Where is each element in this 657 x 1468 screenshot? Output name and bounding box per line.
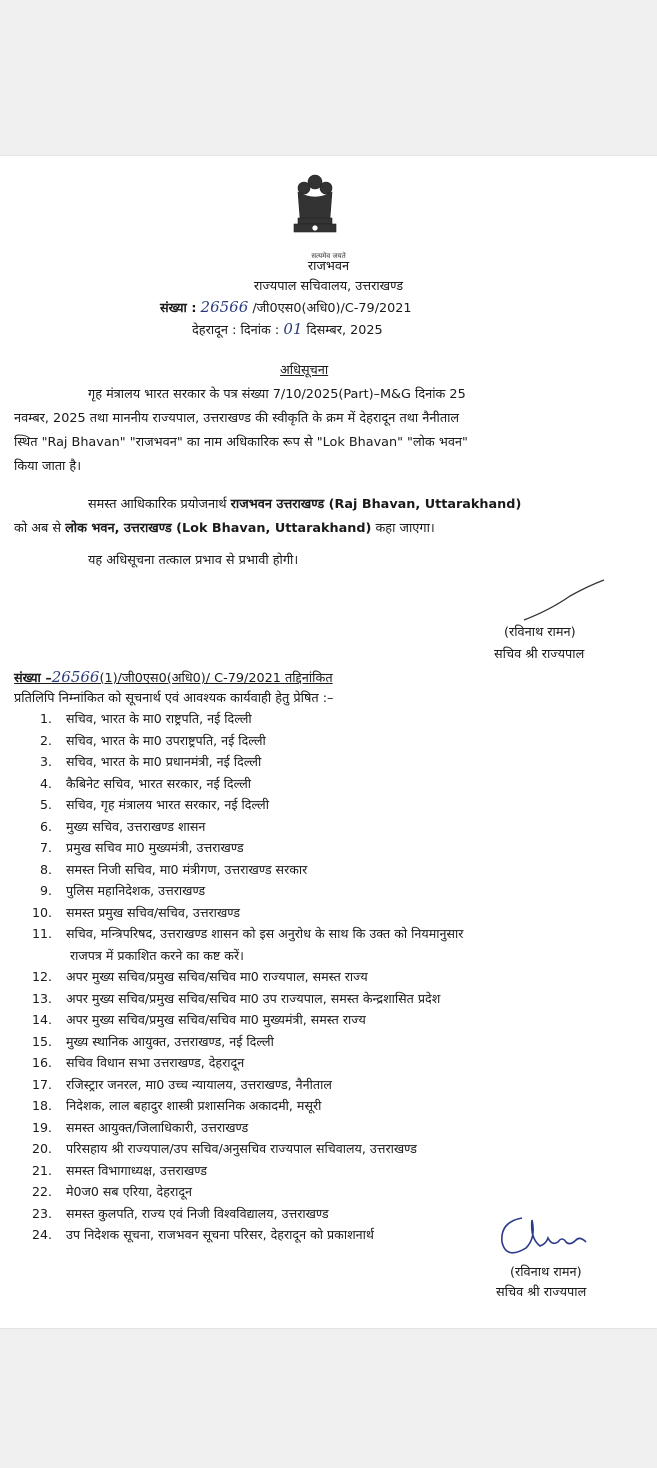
list-item-continuation: राजपत्र में प्रकाशित करने का कष्ट करें।	[70, 947, 244, 963]
list-item	[14, 1011, 366, 1028]
list-item	[14, 818, 205, 835]
list-item-number: 22.	[31, 1184, 52, 1199]
list-item	[14, 861, 307, 878]
list-item-text: अपर मुख्य सचिव/प्रमुख सचिव/सचिव मा0 राज्यपाल, समस्त राज्य	[66, 969, 368, 984]
place: देहरादून	[192, 323, 229, 338]
list-item-number: 3.	[39, 754, 52, 769]
emblem-motto: सत्यमेव जयते	[311, 252, 346, 260]
notification-title: अधिसूचना	[280, 363, 329, 378]
list-item	[14, 968, 368, 985]
list-item	[14, 1033, 274, 1050]
list-item-text: सचिव, मन्त्रिपरिषद, उत्तराखण्ड शासन को इस अनुरोध के साथ कि उक्त को नियमानुसार	[66, 926, 464, 941]
para1-line1: गृह मंत्रालय भारत सरकार के पत्र संख्या 7/10/2025(Part)–M&G दिनांक 25	[88, 387, 466, 402]
office-name: राजभवन	[307, 259, 350, 274]
list-item-text: मुख्य स्थानिक आयुक्त, उत्तराखण्ड, नई दिल्ली	[66, 1033, 274, 1049]
para2-b: राजभवन उत्तराखण्ड (Raj Bhavan, Uttarakhand)	[230, 497, 522, 512]
list-item-number: 4.	[39, 775, 52, 791]
signature1-designation: सचिव श्री राज्यपाल	[494, 647, 585, 662]
list-item-text: मुख्य सचिव, उत्तराखण्ड शासन	[66, 818, 206, 834]
list-item-number: 16.	[31, 1055, 52, 1070]
para1-line3: स्थित "Raj Bhavan" "राजभवन" का नाम अधिकारिक रूप से "Lok Bhavan" "लोक भवन"	[14, 435, 468, 450]
list-item	[14, 1076, 332, 1093]
list-item	[14, 990, 440, 1007]
list-item	[14, 839, 244, 856]
para2-c: को अब से	[14, 521, 66, 536]
list-item-number: 18.	[31, 1098, 52, 1113]
list-item	[14, 1205, 329, 1222]
document-page	[0, 156, 657, 1328]
signature1-scribble	[520, 576, 610, 626]
list-item-text: समस्त विभागाध्यक्ष, उत्तराखण्ड	[66, 1162, 207, 1178]
list-item-number: 14.	[31, 1012, 52, 1027]
para2-line2	[14, 518, 435, 536]
number-label: संख्या :	[160, 301, 197, 316]
list-item-text: समस्त आयुक्त/जिलाधिकारी, उत्तराखण्ड	[66, 1119, 249, 1135]
para2-e: कहा जाएगा।	[371, 521, 435, 536]
secretariat-name: राज्यपाल सचिवालय, उत्तराखण्ड	[253, 279, 404, 294]
list-item-number: 15.	[31, 1033, 52, 1049]
list-item	[14, 1162, 207, 1179]
list-item-number: 8.	[39, 861, 52, 877]
copy-ref-rest: (1)/जी0एस0(अधि0)/ C-79/2021 तद्दिनांकित	[99, 671, 333, 686]
list-item-text: समस्त कुलपति, राज्य एवं निजी विश्वविद्यालय, उत्तराखण्ड	[66, 1205, 329, 1221]
list-item-text: रजिस्ट्रार जनरल, मा0 उच्च न्यायालय, उत्तराखण्ड, नैनीताल	[66, 1076, 332, 1092]
para2-d: लोक भवन, उत्तराखण्ड (Lok Bhavan, Uttarakhand)	[65, 521, 372, 536]
para1-line2: नवम्बर, 2025 तथा माननीय राज्यपाल, उत्तराखण्ड की स्वीकृति के क्रम में देहरादून तथा नैनीताल	[14, 411, 460, 426]
number-handwritten: 26566	[200, 298, 249, 316]
list-item-text: पुलिस महानिदेशक, उत्तराखण्ड	[66, 883, 206, 898]
list-item-text: निदेशक, लाल बहादुर शास्त्री प्रशासनिक अकादमी, मसूरी	[66, 1098, 322, 1113]
list-item-text: प्रमुख सचिव मा0 मुख्यमंत्री, उत्तराखण्ड	[66, 840, 244, 855]
place-date	[192, 320, 383, 338]
date-label: : दिनांक :	[232, 323, 280, 338]
list-item-text: सचिव, गृह मंत्रालय भारत सरकार, नई दिल्ली	[66, 797, 269, 812]
list-item-number: 20.	[31, 1141, 52, 1156]
list-item	[14, 1119, 248, 1136]
list-item	[14, 1183, 192, 1200]
list-item	[14, 1097, 321, 1114]
list-item-text: अपर मुख्य सचिव/प्रमुख सचिव/सचिव मा0 उप राज्यपाल, समस्त केन्द्रशासित प्रदेश	[66, 990, 441, 1006]
list-item-text: सचिव, भारत के मा0 उपराष्ट्रपति, नई दिल्ली	[66, 732, 266, 748]
signature2-name: (रविनाथ रामन)	[510, 1265, 582, 1280]
date-rest: दिसम्बर, 2025	[306, 323, 383, 338]
list-item-text: सचिव, भारत के मा0 प्रधानमंत्री, नई दिल्ली	[66, 754, 262, 769]
list-item-number: 6.	[39, 818, 52, 834]
list-item	[14, 753, 261, 770]
list-item	[14, 925, 463, 942]
list-item-text: अपर मुख्य सचिव/प्रमुख सचिव/सचिव मा0 मुख्यमंत्री, समस्त राज्य	[66, 1012, 366, 1027]
list-item-number: 19.	[31, 1119, 52, 1135]
list-item-text: समस्त निजी सचिव, मा0 मंत्रीगण, उत्तराखण्ड सरकार	[66, 861, 308, 877]
para2-line1	[88, 494, 521, 512]
list-item-number: 9.	[39, 883, 52, 898]
list-item	[14, 775, 251, 792]
list-item	[14, 732, 266, 749]
copy-reference	[14, 668, 333, 686]
list-item-text: सचिव, भारत के मा0 राष्ट्रपति, नई दिल्ली	[66, 711, 252, 726]
signature2-designation: सचिव श्री राज्यपाल	[496, 1285, 587, 1300]
list-item-number: 11.	[31, 926, 52, 941]
list-item-text: परिसहाय श्री राज्यपाल/उप सचिव/अनुसचिव राज्यपाल सचिवालय, उत्तराखण्ड	[66, 1141, 417, 1156]
para2-a: समस्त आधिकारिक प्रयोजनार्थ	[88, 497, 231, 512]
copy-ref-handwritten: 26566	[51, 668, 100, 686]
list-item-number: 10.	[31, 904, 52, 920]
number-ref: /जी0एस0(अधि0)/C-79/2021	[252, 301, 412, 316]
signature1-name: (रविनाथ रामन)	[504, 625, 576, 640]
national-emblem-icon	[284, 172, 346, 252]
list-item-number: 5.	[39, 797, 52, 812]
list-item-number: 17.	[31, 1076, 52, 1092]
list-item-number: 1.	[39, 711, 52, 726]
para1-line4: किया जाता है।	[14, 459, 82, 474]
list-item-text: मे0ज0 सब एरिया, देहरादून	[66, 1184, 193, 1199]
list-item-number: 23.	[31, 1205, 52, 1221]
list-item	[14, 710, 252, 727]
para3: यह अधिसूचना तत्काल प्रभाव से प्रभावी होगी।	[88, 553, 299, 568]
copy-intro: प्रतिलिपि निम्नांकित को सूचनार्थ एवं आवश्यक कार्यवाही हेतु प्रेषित :–	[14, 691, 334, 706]
list-item	[14, 796, 269, 813]
list-item	[14, 882, 205, 899]
list-item	[14, 1226, 374, 1243]
list-item	[14, 1054, 244, 1071]
list-item-text: उप निदेशक सूचना, राजभवन सूचना परिसर, देहरादून को प्रकाशनार्थ	[66, 1227, 374, 1242]
list-item	[14, 904, 240, 921]
list-item-number: 2.	[39, 732, 52, 748]
date-handwritten: 01	[283, 320, 303, 338]
list-item-text: कैबिनेट सचिव, भारत सरकार, नई दिल्ली	[66, 775, 252, 791]
list-item-text: सचिव विधान सभा उत्तराखण्ड, देहरादून	[66, 1055, 245, 1070]
list-item-number: 13.	[31, 990, 52, 1006]
copy-ref-prefix: संख्या –	[14, 671, 52, 686]
list-item-number: 12.	[31, 969, 52, 984]
list-item-number: 21.	[31, 1162, 52, 1178]
list-item-number: 24.	[31, 1227, 52, 1242]
list-item-number: 7.	[39, 840, 52, 855]
list-item	[14, 1140, 417, 1157]
list-item-text: समस्त प्रमुख सचिव/सचिव, उत्तराखण्ड	[66, 904, 240, 920]
reference-number	[160, 298, 412, 316]
signature2-handwritten	[496, 1208, 596, 1262]
